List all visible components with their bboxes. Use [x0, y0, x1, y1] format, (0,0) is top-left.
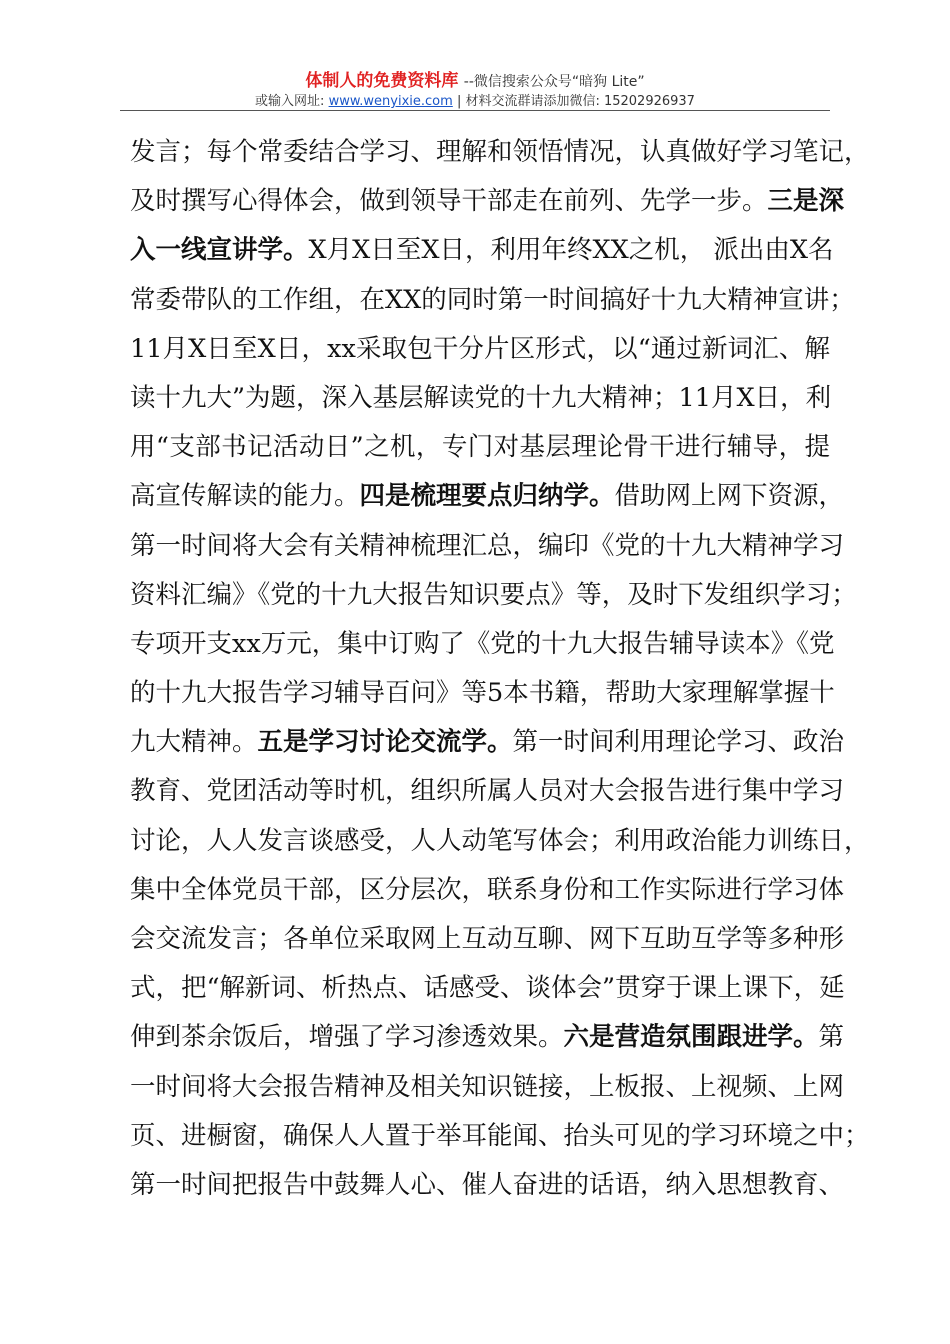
- text-line: 发言；每个常委结合学习、理解和领悟情况，认真做好学习笔记，: [130, 137, 870, 167]
- text-line: 资料汇编》《党的十九大报告知识要点》等，及时下发组织学习；: [130, 579, 857, 610]
- text-line: 一时间将大会报告精神及相关知识链接，上板报、上视频、上网: [130, 1071, 845, 1102]
- header-contact-line: [0, 93, 950, 111]
- header-site-prefix: 或输入网址:: [255, 94, 325, 109]
- text-line: 读十九大”为题，深入基层解读党的十九大精神；11月X日，利: [130, 382, 832, 413]
- header-brand: 体制人的免费资料库: [305, 71, 459, 91]
- text-line: 页、进橱窗，确保人人置于举耳能闻、抬头可见的学习环境之中；: [130, 1120, 870, 1151]
- header-title-line: [0, 70, 950, 93]
- document-header: [0, 70, 950, 111]
- text-line: 的十九大报告学习辅导百问》等5本书籍，帮助大家理解掌握十: [130, 678, 835, 709]
- text-run: 借助网上网下资源，: [614, 481, 845, 512]
- bold-heading: 入一线宣讲学。: [130, 235, 309, 266]
- header-tagline: --微信搜索公众号“暗狗 Lite”: [463, 74, 645, 90]
- text-line: [130, 472, 845, 521]
- text-line: 第一时间把报告中鼓舞人心、催人奋进的话语，纳入思想教育、: [130, 1169, 845, 1200]
- text-line: 会交流发言；各单位采取网上互动互聊、网下互助互学等多种形: [130, 924, 845, 954]
- text-line: 讨论，人人发言谈感受，人人动笔写体会；利用政治能力训练日，: [130, 825, 870, 856]
- text-line: 第一时间将大会有关精神梳理汇总，编印《党的十九大精神学习: [130, 530, 845, 561]
- text-run: X月X日至X日，利用年终XX之机， 派出由X名: [308, 235, 834, 266]
- text-run: 第一时间利用理论学习、政治: [512, 727, 845, 758]
- text-line: [130, 1013, 845, 1062]
- text-run: 九大精神。: [130, 727, 258, 758]
- bold-heading: 五是学习讨论交流学。: [257, 727, 513, 758]
- text-run: 高宣传解读的能力。: [130, 481, 360, 512]
- header-site-link[interactable]: www.wenyixie.com: [328, 94, 453, 109]
- text-line: 式，把“解新词、析热点、话感受、谈体会”贯穿于课上课下，延: [130, 973, 845, 1004]
- text-line: 11月X日至X日，xx采取包干分片区形式，以“通过新词汇、解: [130, 333, 830, 364]
- bold-heading: 三是深: [767, 186, 845, 217]
- text-line: [130, 177, 845, 226]
- text-line: [130, 226, 834, 275]
- text-line: 常委带队的工作组，在XX的同时第一时间搞好十九大精神宣讲；: [130, 284, 855, 315]
- header-divider: [120, 110, 830, 111]
- text-line: 用“支部书记活动日”之机，专门对基层理论骨干进行辅导，提: [130, 432, 830, 463]
- body-text: [130, 128, 870, 1210]
- text-line: 专项开支xx万元，集中订购了《党的十九大报告辅导读本》《党: [130, 628, 835, 659]
- text-line: [130, 718, 845, 767]
- bold-heading: 六是营造氛围跟进学。: [563, 1022, 819, 1053]
- header-contact: | 材料交流群请添加微信: 15202926937: [456, 94, 695, 109]
- text-line: 教育、党团活动等时机，组织所属人员对大会报告进行集中学习: [130, 776, 845, 807]
- text-run: 第: [818, 1022, 845, 1053]
- text-run: 伸到茶余饭后，增强了学习渗透效果。: [130, 1022, 564, 1053]
- text-line: 集中全体党员干部，区分层次，联系身份和工作实际进行学习体: [130, 874, 845, 905]
- bold-heading: 四是梳理要点归纳学。: [359, 481, 615, 512]
- text-run: 及时撰写心得体会，做到领导干部走在前列、先学一步。: [130, 186, 768, 217]
